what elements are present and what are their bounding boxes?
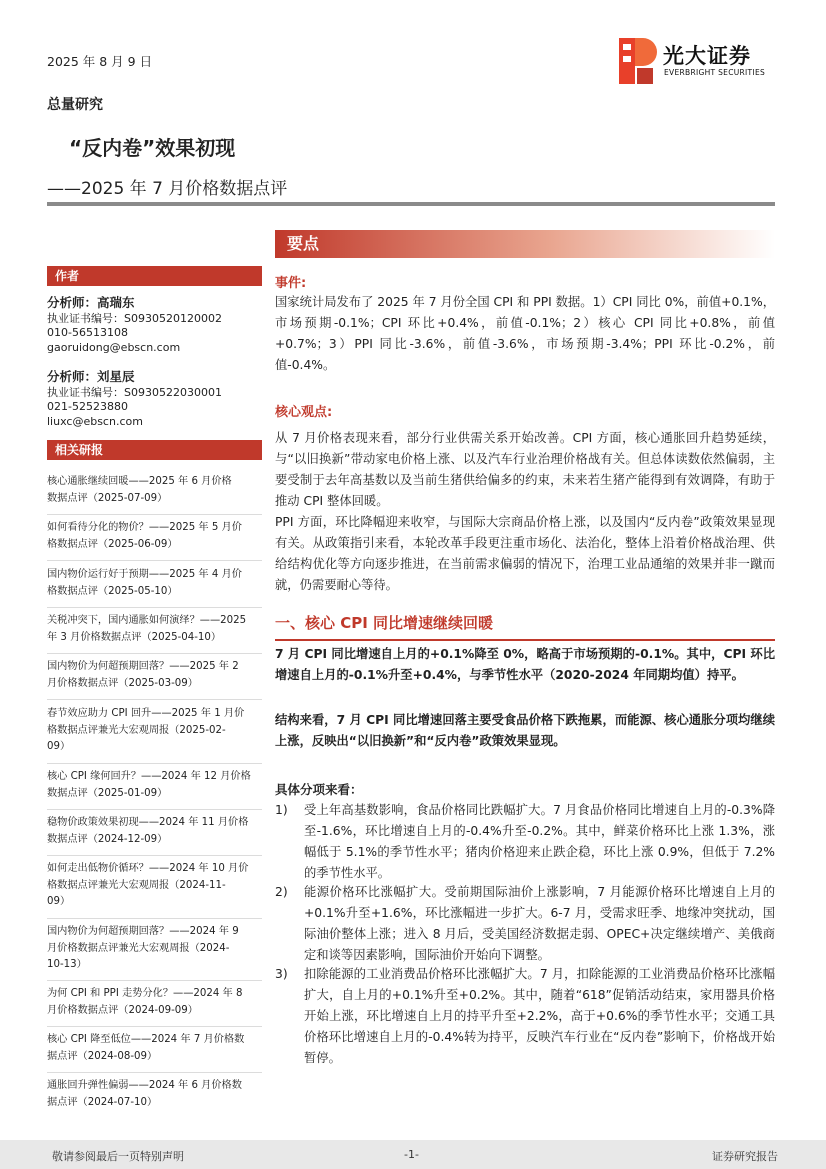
analyst-name: 分析师：高瑞东 (47, 295, 135, 310)
divider (47, 1072, 262, 1073)
list-item-text: 受上年高基数影响，食品价格同比跌幅扩大。7 月食品价格同比增速自上月的-0.3%降至-1.6%，环比增速自上月的-0.4%升至-0.2%。其中，鲜菜价格环比上涨 1.3%，涨幅低于 5.1%的季节性水平；猪肉价格迎来止跌企稳，环比上涨 0.9%，但低于 7.2%的季节性水平。 (304, 803, 775, 880)
list-item-text: 扣除能源的工业消费品价格环比涨幅扩大。7 月，扣除能源的工业消费品价格环比涨幅扩大，自上月的+0.1%升至+0.2%。其中，随着“618”促销活动结束，家用器具价格开始上涨，环比增速自上月的持平升至+2.2%，高于+0.6%的季节性水平；交通工具价格环比增速自上月的-0.4%转为持平，反映汽车行业在“反内卷”影响下，价格战开始暂停。 (304, 967, 775, 1065)
list-item (275, 800, 775, 884)
list-item (275, 964, 775, 1069)
authors-heading: 作者 (47, 266, 262, 286)
related-report-item[interactable]: 稳物价政策效果初现——2024 年 11 月价格 数据点评（2024-12-09） (47, 817, 249, 845)
list-item (275, 882, 775, 966)
analyst-cert: 执业证书编号：S0930520120002 (47, 311, 222, 325)
divider (47, 1026, 262, 1027)
analyst-block (47, 370, 222, 429)
related-report-item[interactable]: 如何看待分化的物价？——2025 年 5 月价 格数据点评（2025-06-09） (47, 522, 242, 550)
list-item-text: 能源价格环比涨幅扩大。受前期国际油价上涨影响，7 月能源价格环比增速自上月的+0.1%升至+1.6%，环比涨幅进一步扩大。6-7 月，受需求旺季、地缘冲突扰动，国际油价整体上涨；进入 8 月后，受美国经济数据走弱、OPEC+决定继续增产、美俄商定和谈等因素影响，国际油价开始向下调整。 (304, 885, 775, 962)
divider (47, 918, 262, 919)
footer-disclaimer[interactable]: 敬请参阅最后一页特别声明 (52, 1150, 184, 1163)
section-heading: 一、核心 CPI 同比增速继续回暖 (275, 612, 775, 641)
logo-english-name: EVERBRIGHT SECURITIES (664, 68, 766, 77)
related-report-item[interactable]: 国内物价为何超预期回落？——2025 年 2 月价格数据点评（2025-03-09） (47, 661, 239, 689)
analyst-email[interactable]: liuxc@ebscn.com (47, 414, 143, 428)
list-item-number: 3) (275, 967, 288, 981)
divider (47, 607, 262, 608)
page-footer (0, 1140, 826, 1169)
related-report-item[interactable]: 核心通胀继续回暖——2025 年 6 月价格 数据点评（2025-07-09） (47, 476, 232, 504)
bold-paragraph: 7 月 CPI 同比增速自上月的+0.1%降至 0%，略高于市场预期的-0.1%。其中，CPI 环比增速自上月的-0.1%升至+0.4%，与季节性水平（2020-2024 年同期均值）持平。 (275, 647, 775, 682)
related-report-item[interactable]: 关税冲突下，国内通胀如何演绎？——2025 年 3 月价格数据点评（2025-04-10） (47, 615, 247, 643)
list-item-number: 2) (275, 885, 288, 899)
divider (47, 560, 262, 561)
report-title: “反内卷”效果初现 (69, 136, 236, 160)
everbright-logo-icon (619, 38, 657, 84)
analyst-cert: 执业证书编号：S0930522030001 (47, 385, 222, 399)
divider (47, 514, 262, 515)
footer-report-type: 证券研究报告 (712, 1150, 778, 1163)
divider (47, 763, 262, 764)
divider (47, 653, 262, 654)
analyst-phone: 010-56513108 (47, 326, 128, 339)
analyst-phone: 021-52523880 (47, 400, 128, 413)
items-heading: 具体分项来看： (275, 782, 363, 797)
related-report-item[interactable]: 如何走出低物价循环？——2024 年 10 月价 格数据点评兼光大宏观周报（2024-11- 09） (47, 863, 249, 907)
related-report-item[interactable]: 为何 CPI 和 PPI 走势分化？——2024 年 8 月价格数据点评（2024-09-09） (47, 988, 243, 1016)
company-logo (619, 38, 779, 84)
bold-paragraph: 结构来看，7 月 CPI 同比增速回落主要受食品价格下跌拖累，而能源、核心通胀分项均继续上涨，反映出“以旧换新”和“反内卷”政策效果显现。 (275, 713, 775, 748)
divider (47, 980, 262, 981)
divider (47, 809, 262, 810)
event-label: 事件: (275, 276, 307, 291)
related-report-item[interactable]: 核心 CPI 降至低位——2024 年 7 月价格数 据点评（2024-08-09） (47, 1034, 245, 1062)
related-reports-heading: 相关研报 (47, 440, 262, 460)
analyst-name: 分析师：刘星辰 (47, 369, 135, 384)
core-view-paragraph: PPI 方面，环比降幅迎来收窄，与国际大宗商品价格上涨，以及国内“反内卷”政策效果显现有关。从政策指引来看，本轮改革手段更注重市场化、法治化，整体上沿着价格战治理、供给结构优化等方向逐步推进，在当前需求偏弱的情况下，治理工业品通缩的效果并非一蹴而就，仍需要耐心等待。 (275, 515, 775, 592)
divider (47, 699, 262, 700)
report-category: 总量研究 (47, 97, 103, 113)
related-report-item[interactable]: 国内物价为何超预期回落？——2024 年 9 月价格数据点评兼光大宏观周报（2024- 10-13） (47, 926, 239, 970)
report-subtitle: ——2025 年 7 月价格数据点评 (47, 179, 288, 199)
analyst-email[interactable]: gaoruidong@ebscn.com (47, 340, 181, 354)
related-report-item[interactable]: 核心 CPI 缘何回升？——2024 年 12 月价格 数据点评（2025-01-09） (47, 771, 251, 799)
related-report-item[interactable]: 春节效应助力 CPI 回升——2025 年 1 月价 格数据点评兼光大宏观周报（2025-02- 09） (47, 708, 245, 752)
related-report-item[interactable]: 通胀回升弹性偏弱——2024 年 6 月价格数 据点评（2024-07-10） (47, 1080, 242, 1108)
key-points-heading: 要点 (275, 230, 775, 258)
core-view-paragraph: 从 7 月价格表现来看，部分行业供需关系开始改善。CPI 方面，核心通胀回升趋势延续，与“以旧换新”带动家电价格上涨、以及汽车行业治理价格战有关。但总体读数依然偏弱，主要受制于去年高基数以及当前生猪供给偏多的约束，未来若生猪产能得到有效调降，有助于推动 CPI 整体回暖。 (275, 431, 775, 508)
page-number: -1- (404, 1148, 419, 1161)
related-report-item[interactable]: 国内物价运行好于预期——2025 年 4 月价 格数据点评（2025-05-10） (47, 569, 242, 597)
list-item-number: 1) (275, 803, 288, 817)
header-rule (47, 202, 775, 206)
report-date: 2025 年 8 月 9 日 (47, 54, 153, 69)
logo-chinese-name: 光大证券 (663, 44, 751, 68)
analyst-block (47, 296, 222, 355)
event-paragraph: 国家统计局发布了 2025 年 7 月份全国 CPI 和 PPI 数据。1）CPI 同比 0%，前值+0.1%，市场预期-0.1%；CPI 环比+0.4%，前值-0.1%；2）核心 CPI 同比+0.8%，前值+0.7%；3）PPI 同比-3.6%，前值-3.6%，市场预期-3.4%；PPI 环比-0.2%，前值-0.4%。 (275, 295, 775, 372)
divider (47, 855, 262, 856)
core-view-label: 核心观点: (275, 405, 333, 420)
